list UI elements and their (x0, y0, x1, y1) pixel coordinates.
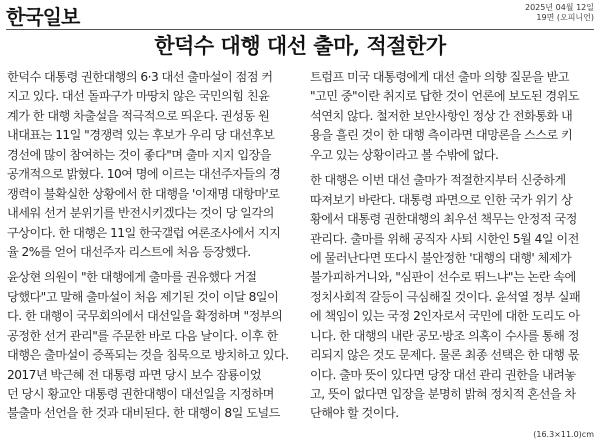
body-text-line: 고, 뜻이 없다면 입장을 분명히 밝혀 정치적 혼선을 차 (310, 387, 576, 401)
body-text-line: 율 2%를 얻어 대선주자 리스트에 처음 등장했다. (7, 244, 251, 259)
body-text-line: 관리다. 출마를 위해 공직자 사퇴 시한인 5월 4일 이전 (310, 231, 579, 246)
article-headline: 한덕수 대행 대선 출마, 적절한가 (154, 33, 446, 58)
body-text-line: 대행은 출마설이 증폭되는 것을 침묵으로 방치하고 있다. (7, 348, 289, 363)
body-text-line: 한 대행은 이번 대선 출마가 적절한지부터 신중하게 (310, 173, 566, 188)
body-text-line: 경선에 많이 참여하는 것이 좋다"며 출마 지지 입장을 (7, 147, 272, 162)
body-text-line: 다. 한 대행이 국무회의에서 대선일을 확정하며 "정부의 (7, 309, 283, 324)
body-text-line: 내대표는 11일 "경쟁력 있는 후보가 우리 당 대선후보 (7, 128, 275, 143)
body-text-line: 따져보기 바란다. 대통령 파면으로 인한 국가 위기 상 (310, 192, 573, 207)
body-text-line: 불가피하거니와, "심판이 선수로 뛰느냐"는 논란 속에 (310, 270, 576, 285)
body-text-line: 쟁력이 불확실한 상황에서 한 대행을 '이재명 대항마'로 (7, 186, 280, 201)
body-text-line: 내세워 선거 분위기를 반전시키겠다는 것이 당 일각의 (7, 206, 274, 221)
body-text-line: 공정한 선거 관리"를 주문한 바로 다음 날이다. 이후 한 (7, 328, 278, 343)
article-size-note: (16.3×11.0)cm (533, 430, 594, 439)
body-text-line: 불출마 선언을 한 것과 대비된다. 한 대행이 8일 도널드 (7, 406, 280, 421)
publication-meta (525, 3, 594, 23)
body-text-line: 지고 있다. 대선 돌파구가 마땅치 않은 국민의힘 친윤 (7, 89, 270, 104)
body-text-line: 트럼프 미국 대통령에게 대선 출마 의향 질문을 받고 (310, 70, 569, 84)
body-text-line: 니다. 한 대행의 내란 공모·방조 의혹이 수사를 통해 정 (310, 328, 579, 343)
page-section: 19면 (오피니언) (536, 13, 594, 22)
body-text-line: 리되지 않은 것도 문제다. 물론 최종 선택은 한 대행 몫 (310, 348, 579, 363)
body-text-line: 정치사회적 갈등이 극심해질 것이다. 윤석열 정부 실패 (310, 289, 581, 304)
article-column-right (310, 68, 592, 424)
article-column-left (7, 68, 289, 424)
body-text-line: 던 당시 황교안 대통령 권한대행이 대선일을 지정하며 (7, 387, 274, 401)
body-text-line: 당했다"고 말해 출마설이 처음 제기된 것이 이달 8일이 (7, 289, 279, 304)
body-text-line: 계가 한 대행 차출설을 적극적으로 띄운다. 권성동 원 (7, 108, 270, 123)
body-text-line: 에 물러난다면 또다시 불안정한 '대행의 대행' 체제가 (310, 250, 572, 265)
masthead-divider (6, 29, 594, 30)
body-text-line: 2017년 박근혜 전 대통령 파면 당시 보수 잠룡이었 (7, 367, 262, 382)
body-text-line: "고민 중"이란 취지로 답한 것이 언론에 보도된 경위도 (310, 89, 580, 104)
body-text-line: 단해야 할 것이다. (310, 406, 399, 421)
body-text-line: 공개적으로 밝혔다. 10여 명에 이르는 대선주자들의 경 (7, 167, 281, 182)
body-text-line: 석연치 않다. 철저한 보안사항인 정상 간 전화통화 내 (310, 108, 573, 123)
publication-date: 2025년 04월 12일 (525, 3, 594, 12)
body-text-line: 구상이다. 한 대행은 11일 한국갤럽 여론조사에서 지지 (7, 225, 281, 240)
body-text-line: 우고 있는 상황이라고 볼 수밖에 없다. (310, 147, 499, 162)
masthead (6, 3, 594, 29)
body-text-line: 이다. 출마 뜻이 있다면 당장 대선 관리 권한을 내려놓 (310, 367, 576, 382)
body-text-line: 윤상현 의원이 "한 대행에게 출마를 권유했다 거절 (7, 270, 257, 285)
body-text-line: 황에서 대통령 권한대행의 최우선 책무는 안정적 국정 (310, 212, 577, 227)
body-text-line: 한덕수 대통령 권한대행의 6·3 대선 출마설이 점점 커 (7, 70, 273, 84)
body-text-line: 용을 흘린 것이 한 대행 측이라면 대망론을 스스로 키 (310, 128, 573, 143)
newspaper-logo: 한국일보 (6, 5, 80, 29)
body-text-line: 에 책임이 있는 국정 2인자로서 국민에 대한 도리도 아 (310, 309, 580, 324)
